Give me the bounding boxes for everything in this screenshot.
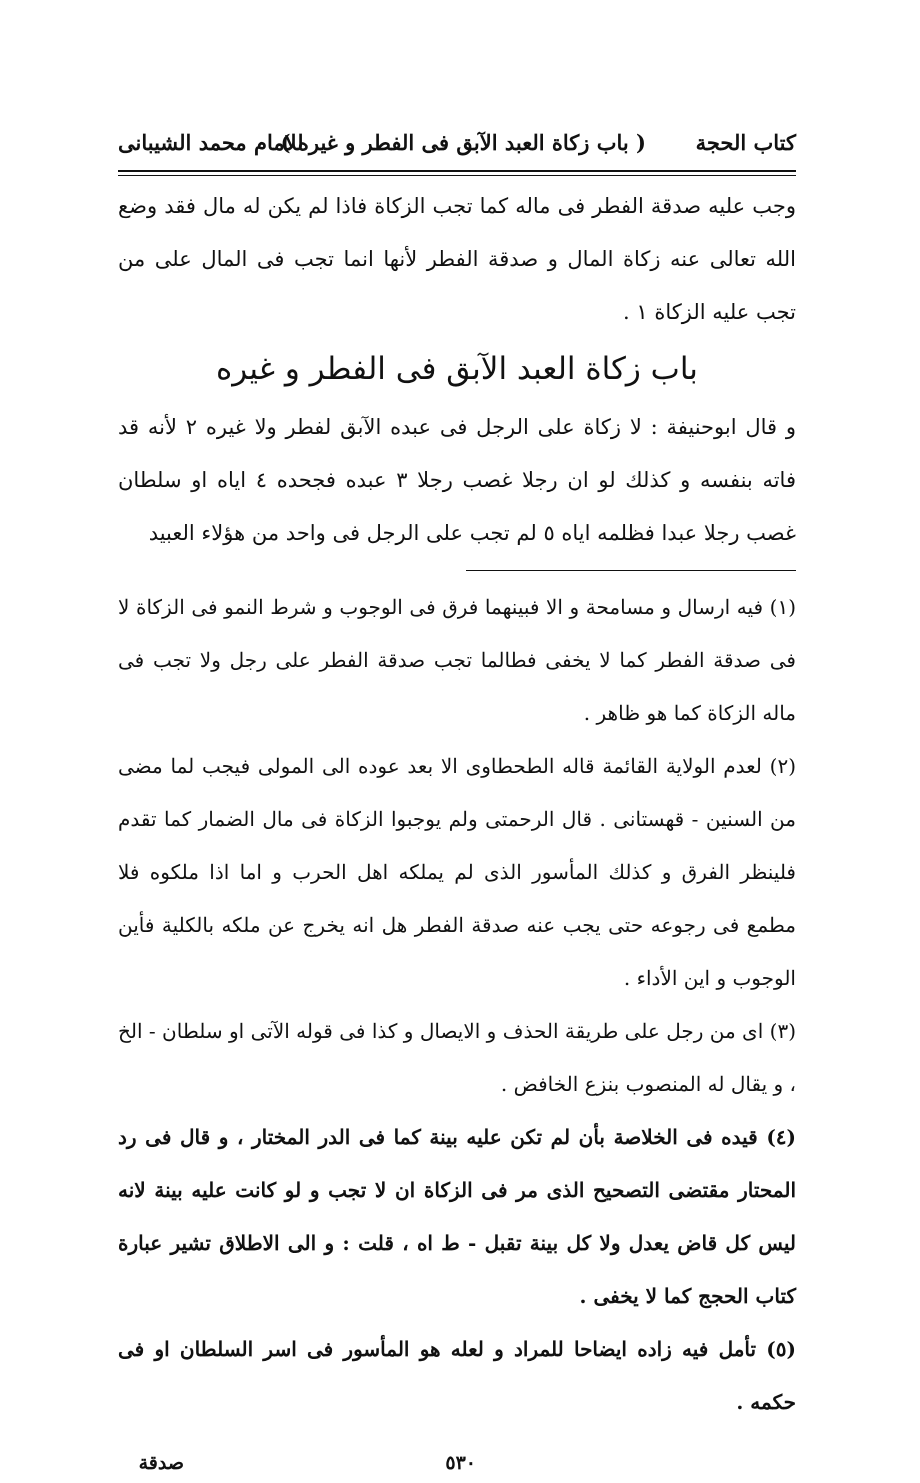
main-text <box>118 180 796 560</box>
page-number: ٥٣٠ <box>445 1452 476 1474</box>
footnote-1: (١) فيه ارسال و مسامحة و الا فبينهما فرق فى الوجوب و شرط النمو فى الزكاة لا فى صدقة الفطر كما لا يخفى فطالما تجب صدقة الفطر على رجل ولا تجب فى ماله الزكاة كما هو ظاهر . <box>118 595 796 725</box>
document-page <box>118 118 796 1483</box>
footnote-rule <box>466 570 796 571</box>
page-footer <box>118 1443 796 1483</box>
footnote-4: (٤) قيده فى الخلاصة بأن لم تكن عليه بينة كما فى الدر المختار ، و قال فى رد المحتار مقتضى التصحيح الذى مر فى الزكاة ان لا تجب و لو كانت عليه بينة لانه ليس كل قاض يعدل ولا كل بينة تقبل - ط اه ، قلت : و الى الاطلاق تشير عبارة كتاب الحجج كما لا يخفى . <box>118 1125 796 1308</box>
author-name: للامام محمد الشيبانى <box>118 130 304 155</box>
section-title: باب زكاة العبد الآبق فى الفطر و غيره <box>216 351 698 387</box>
footnotes <box>118 581 796 1429</box>
header-rule <box>118 170 796 176</box>
catchword: صدقة <box>138 1452 184 1474</box>
footnote-5: (٥) تأمل فيه زاده ايضاحا للمراد و لعله هو المأسور فى اسر السلطان او فى حكمه . <box>118 1337 796 1414</box>
footnote-2: (٢) لعدم الولاية القائمة قاله الطحطاوى الا بعد عوده الى المولى فيجب لما مضى من السنين - قهستانى . قال الرحمتى ولم يوجبوا الزكاة فى مال الضمار كما تقدم فلينظر الفرق و كذلك المأسور الذى لم يملكه اهل الحرب و اما اذا ملكوه فلا مطمع فى رجوعه حتى يجب عنه صدقة الفطر هل انه يخرج عن ملكه بالكلية فأين الوجوب و اين الأداء . <box>118 754 796 990</box>
paragraph: و قال ابوحنيفة : لا زكاة على الرجل فى عبده الآبق لفطر ولا غيره ٢ لأنه قد فاته بنفسه و كذلك لو ان رجلا غصب رجلا ٣ عبده فجحده ٤ اياه او سلطان غصب رجلا عبدا فظلمه اياه ٥ لم تجب على الرجل فى واحد من هؤلاء العبيد <box>118 415 796 545</box>
chapter-title: ( باب زكاة العبد الآبق فى الفطر و غيره ) <box>280 130 646 155</box>
footnote-3: (٣) اى من رجل على طريقة الحذف و الايصال و كذا فى قوله الآتى او سلطان - الخ ، و يقال له المنصوب بنزع الخافض . <box>118 1019 796 1096</box>
book-title: كتاب الحجة <box>695 130 796 155</box>
paragraph: وجب عليه صدقة الفطر فى ماله كما تجب الزكاة فاذا لم يكن له مال فقد وضع الله تعالى عنه زكاة المال و صدقة الفطر لأنها انما تجب فى المال على من تجب عليه الزكاة ١ . <box>118 194 796 324</box>
running-head <box>118 118 796 168</box>
